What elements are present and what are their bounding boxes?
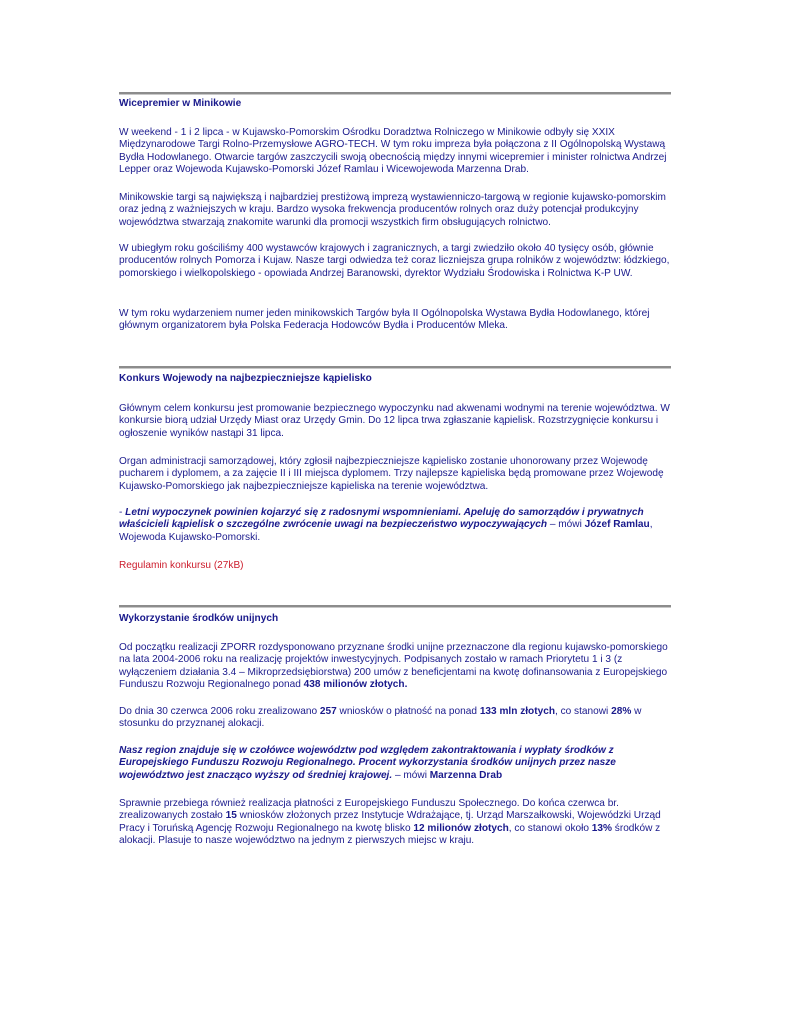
text-run: Sprawnie przebiega również realizacja płatności z Europejskiego Funduszu Społecznego. Do końca czerwca br. zrealizowanych zostało xyxy=(119,798,619,822)
paragraph xyxy=(119,642,671,691)
count: 257 xyxy=(319,706,337,717)
regulation-link[interactable]: Regulamin konkursu (27kB) xyxy=(119,560,244,571)
paragraph: W tym roku wydarzeniem numer jeden minikowskich Targów była II Ogólnopolska Wystawa Bydła Hodowlanego, której głównym organizatorem była Polska Federacja Hodowców Bydła i Producentów Mleka. xyxy=(119,308,650,332)
amount: 438 milionów złotych. xyxy=(303,678,408,690)
quote-role: , Wojewoda Kujawsko-Pomorski. xyxy=(119,519,653,543)
quote-paragraph xyxy=(119,745,671,782)
paragraph: Organ administracji samorządowej, który zgłosił najbezpieczniejsze kąpielisko zostanie uhonorowany przez Wojewodę pucharem i dyplomem, a za zajęcie II i III miejsca dyplomem. Trzy najlepsze kąpieliska będą promowane przez Wojewodę Kujawsko-Pomorskiego jak najbezpieczniejsze kąpieliska na terenie województwa. xyxy=(119,456,664,492)
percent: 28% xyxy=(611,706,632,717)
paragraph xyxy=(119,798,671,847)
paragraph: Głównym celem konkursu jest promowanie bezpiecznego wypoczynku nad akwenami wodnymi na terenie województwa. W konkursie biorą udział Urzędy Miast oraz Urzędy Gmin. Do 12 lipca trwa zgłaszanie kąpielisk. Rozstrzygnięcie konkursu i ogłoszenie wyników nastąpi 31 lipca. xyxy=(119,403,670,439)
text-run: , co stanowi xyxy=(554,706,612,717)
section-divider xyxy=(119,366,671,369)
text-run: , co stanowi około xyxy=(508,822,592,834)
quote-says: – mówi xyxy=(547,519,585,531)
amount: 133 mln złotych xyxy=(479,706,555,717)
section-divider xyxy=(119,92,671,95)
quote-author: Józef Ramlau xyxy=(584,519,650,531)
text-run: Do dnia 30 czerwca 2006 roku zrealizowano xyxy=(119,706,320,717)
text-run: w stosunku do przyznanej alokacji. xyxy=(119,706,642,730)
section-title: Wykorzystanie środków unijnych xyxy=(119,613,279,624)
paragraph: W ubiegłym roku gościliśmy 400 wystawców krajowych i zagranicznych, a targi zwiedziło około 40 tysięcy osób, głównie producentów rolnych Pomorza i Kujaw. Nasze targi odwiedza też coraz liczniejsza grupa rolników z województw: łódzkiego, pomorskiego i wielkopolskiego - opowiada Andrzej Baranowski, dyrektor Wydziału Środowiska i Rolnictwa K-P UW. xyxy=(119,243,670,279)
text-run: wniosków o płatność na ponad xyxy=(336,706,480,717)
text-run: wniosków złożonych przez Instytucje Wdrażające, tj. Urząd Marszałkowski, Wojewódzki Urząd Pracy i Toruńską Agencję Rozwoju Regionalnego na kwotę blisko xyxy=(119,810,661,834)
paragraph: Minikowskie targi są największą i najbardziej prestiżową imprezą wystawienniczo-targową w regionie kujawsko-pomorskim oraz jedną z ważniejszych w kraju. Bardzo wysoka frekwencja producentów rolnych oraz duży potencjał produkcyjny województwa stwarzają znakomite warunki dla promocji wszystkich firm obsługujących rolnictwo. xyxy=(119,192,666,228)
count: 15 xyxy=(225,810,237,822)
quote-paragraph xyxy=(119,507,671,544)
amount: 12 milionów złotych xyxy=(413,822,509,834)
quote-says: – mówi xyxy=(392,769,430,781)
percent: 13% xyxy=(591,822,612,834)
text-run: Od początku realizacji ZPORR rozdysponowano przyznane środki unijne przeznaczone dla regionu kujawsko-pomorskiego na lata 2004-2006 roku na realizację projektów inwestycyjnych. Podpisanych zostało w ramach Priorytetu 1 i 3 (z wyłączeniem działania 3.4 – Mikroprzedsiębiorstwa) 200 umów z beneficjentami na kwotę dofinansowania z Europejskiego Funduszu Rozwoju Regionalnego ponad xyxy=(119,642,668,690)
quote-dash: - xyxy=(119,507,126,518)
section-title: Konkurs Wojewody na najbezpieczniejsze kąpielisko xyxy=(119,373,372,384)
text-run: środków z alokacji. Plasuje to nasze województwo na jednym z pierwszych miejsc w kraju. xyxy=(119,822,661,846)
quote-text: Nasz region znajduje się w czołówce województw pod względem zakontraktowania i wypłaty środków z Europejskiego Funduszu Rozwoju Regionalnego. Procent wykorzystania środków unijnych przez nasze województwo jest znacząco wyższy od średniej krajowej. xyxy=(119,745,616,781)
paragraph xyxy=(119,706,671,731)
section-title: Wicepremier w Minikowie xyxy=(119,98,242,109)
quote-text: Letni wypoczynek powinien kojarzyć się z radosnymi wspomnieniami. Apeluję do samorządów i prywatnych właścicieli kąpielisk o szczególne zwrócenie uwagi na bezpieczeństwo wypoczywających xyxy=(119,507,644,531)
quote-author: Marzenna Drab xyxy=(429,769,503,781)
paragraph: W weekend - 1 i 2 lipca - w Kujawsko-Pomorskim Ośrodku Doradztwa Rolniczego w Minikowie odbyły się XXIX Międzynarodowe Targi Rolno-Przemysłowe AGRO-TECH. W tym roku impreza była połączona z II Ogólnopolską Wystawą Bydła Hodowlanego. Otwarcie targów zaszczycili swoją obecnością między innymi wicepremier i minister rolnictwa Andrzej Lepper oraz Wojewoda Kujawsko-Pomorski Józef Ramlau i Wicewojewoda Marzenna Drab. xyxy=(119,127,667,175)
section-divider xyxy=(119,605,671,608)
